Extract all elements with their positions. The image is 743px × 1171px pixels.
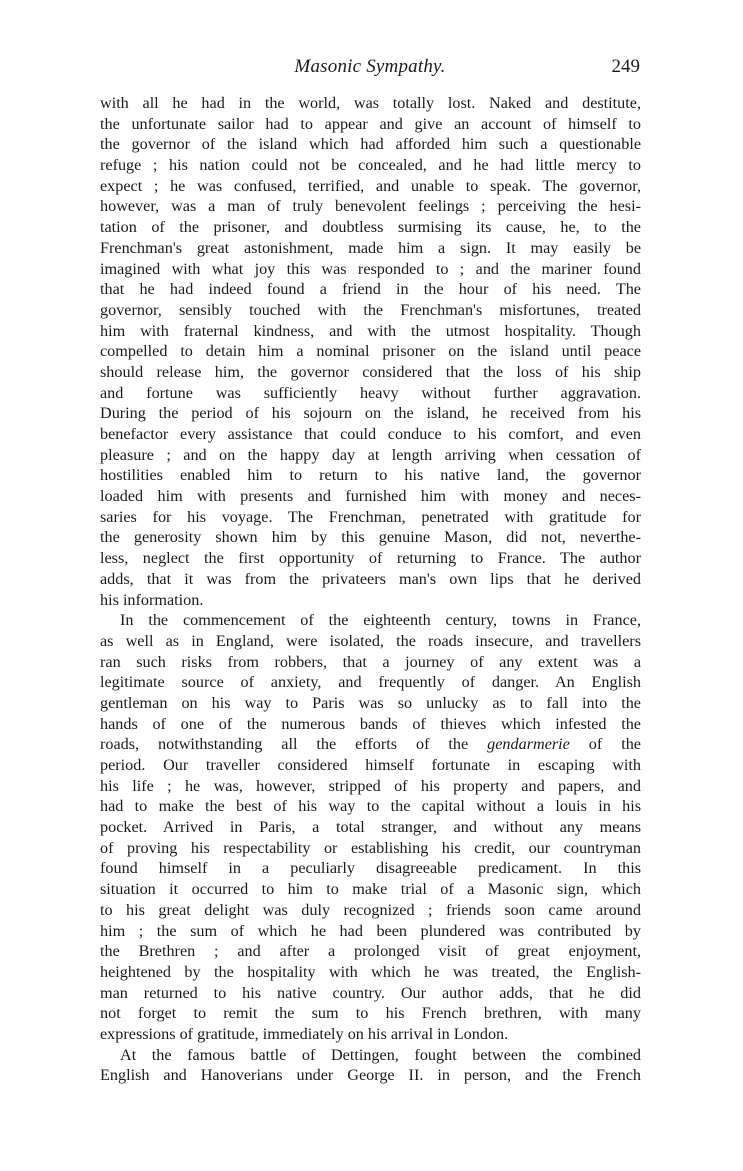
text-line: period. Our traveller considered himself fortunate in escaping with (100, 756, 641, 774)
text-line: situation it occurred to him to make trial of a Masonic sign, which (100, 880, 641, 899)
paragraph (100, 1045, 641, 1086)
text-line: ran such risks from robbers, that a journey of any extent was a (100, 652, 641, 671)
text-line: During the period of his sojourn on the island, he received from his (100, 404, 641, 423)
paragraph (100, 610, 641, 1044)
text-line: adds, that it was from the privateers man's own lips that he derived (100, 569, 641, 588)
text-line: found himself in a peculiarly disagreeable predicament. In this (100, 859, 641, 878)
text-line: compelled to detain him a nominal prisoner on the island until peace (100, 342, 641, 361)
text-line: tation of the prisoner, and doubtless surmising its cause, he, to the (100, 218, 641, 237)
page-header (100, 56, 640, 82)
text-line: him with fraternal kindness, and with the utmost hospitality. Though (100, 321, 641, 340)
text-line: expressions of gratitude, immediately on his arrival in London. (100, 1024, 509, 1043)
text-line: benefactor every assistance that could conduce to his comfort, and even (100, 425, 641, 443)
text-line: had to make the best of his way to the capital without a louis in his (100, 797, 641, 816)
text-line: hostilities enabled him to return to his native land, the governor (100, 466, 641, 485)
running-title: Masonic Sympathy. (294, 56, 446, 77)
text-line: expect ; he was confused, terrified, and unable to speak. The governor, (100, 176, 641, 195)
text-line: At the famous battle of Dettingen, fought between the combined (120, 1045, 641, 1064)
text-line: the governor of the island which had afforded him such a questionable (100, 135, 641, 154)
text-line: him ; the sum of which he had been plundered was contributed by (100, 921, 641, 940)
text-line: the unfortunate sailor had to appear and give an account of himself to (100, 114, 641, 133)
text-line: heightened by the hospitality with which he was treated, the English- (100, 962, 641, 981)
text-line: Frenchman's great astonishment, made him a sign. It may easily be (100, 238, 641, 257)
text-line: his life ; he was, however, stripped of his property and papers, and (100, 776, 641, 795)
text-line: the Brethren ; and after a prolonged visit of great enjoyment, (100, 942, 641, 961)
text-line: the generosity shown him by this genuine Mason, did not, neverthe- (100, 528, 641, 547)
text-line: with all he had in the world, was totally lost. Naked and destitute, (100, 94, 641, 112)
text-line: imagined with what joy this was responded to ; and the mariner found (100, 259, 641, 278)
text-line: man returned to his native country. Our author adds, that he did (100, 983, 641, 1002)
text-line: should release him, the governor considered that the loss of his ship (100, 362, 641, 381)
text-line: less, neglect the first opportunity of returning to France. The author (100, 549, 641, 568)
text-line: In the commencement of the eighteenth century, towns in France, (120, 611, 641, 630)
text-line: his information. (100, 590, 204, 609)
text-line: to his great delight was duly recognized ; friends soon came around (100, 900, 641, 919)
text-line: refuge ; his nation could not be concealed, and he had little mercy to (100, 156, 641, 175)
paragraph (100, 93, 641, 610)
body-text (100, 93, 641, 1086)
page-number: 249 (611, 56, 640, 77)
text-line: loaded him with presents and furnished him with money and neces- (100, 487, 641, 506)
text-line: however, was a man of truly benevolent feelings ; perceiving the hesi- (100, 197, 641, 216)
text-line: saries for his voyage. The Frenchman, penetrated with gratitude for (100, 507, 641, 526)
text-line: as well as in England, were isolated, the roads insecure, and travellers (100, 631, 641, 650)
text-line: pleasure ; and on the happy day at length arriving when cessation of (100, 445, 641, 464)
text-line: English and Hanoverians under George II. in person, and the French (100, 1066, 641, 1085)
text-line: legitimate source of anxiety, and frequently of danger. An English (100, 673, 641, 692)
text-line: not forget to remit the sum to his French brethren, with many (100, 1004, 641, 1023)
text-line: gentleman on his way to Paris was so unlucky as to fall into the (100, 693, 641, 712)
text-line: of proving his respectability or establishing his credit, our countryman (100, 838, 641, 857)
text-line: pocket. Arrived in Paris, a total stranger, and without any means (100, 818, 641, 837)
text-line: hands of one of the numerous bands of thieves which infested the (100, 714, 641, 733)
text-line: governor, sensibly touched with the Frenchman's misfortunes, treated (100, 300, 641, 319)
text-line: that he had indeed found a friend in the hour of his need. The (100, 280, 641, 299)
text-line: and fortune was sufficiently heavy without further aggravation. (100, 383, 641, 402)
text-line: roads, notwithstanding all the efforts of the gendarmerie of the (100, 735, 641, 754)
